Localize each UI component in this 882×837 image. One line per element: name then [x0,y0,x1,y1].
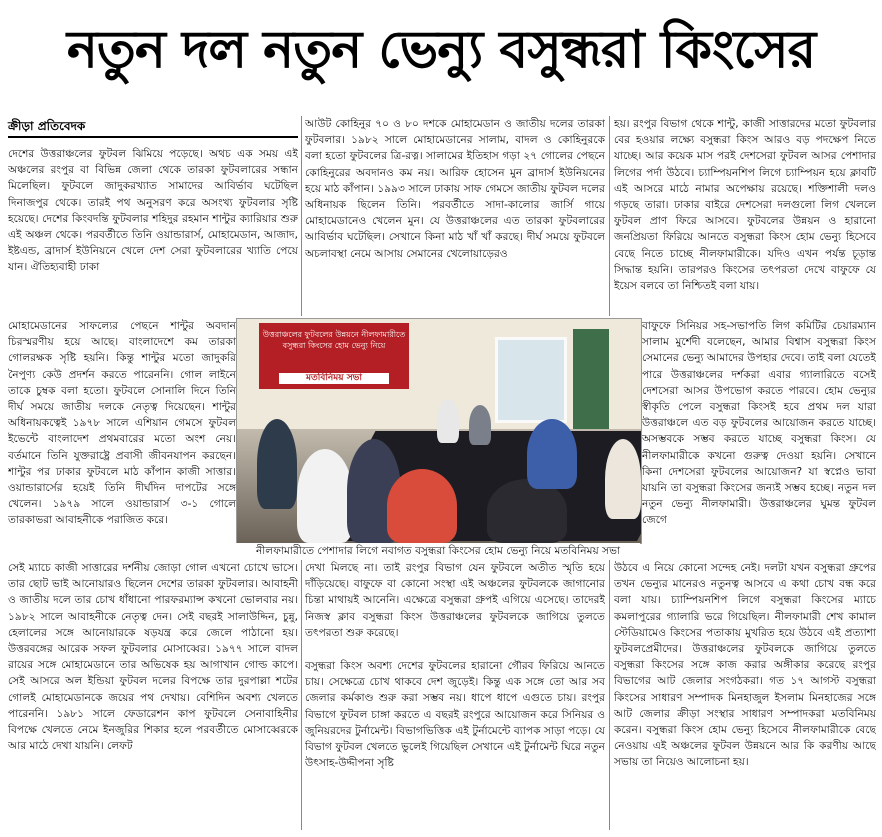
article-text-col3-middle: বাফুফে সিনিয়র সহ-সভাপতি লিগ কমিটির চেয়ারম্যান সালাম মুর্শেদী বলেছেন, আমার বিশ্বাস বসুন্ধরা কিংস সেমানের ভেন্যু আমাদের উপহার দেবে। তাই বলা যেতেই পারে উত্তরাঞ্চলের দর্শকরা এবার গ্যালারিতে বসেই দেশসেরা আসর উপভোগ করতে পারবে। হোম ভেন্যুর স্বীকৃতি পেলে বসুন্ধরা কিংসই হবে প্রথম দল যারা উত্তরাঞ্চলে এত বড় ফুটবলের আয়োজন করতে যাচ্ছে। অসম্ভবকে সম্ভব করতে যাচ্ছে বসুন্ধরা কিংস। যে নীলফামারীকে কখনো গুরুত্ব দেওয়া হয়নি। সেখানে কিনা দেশসেরা ফুটবলের আয়োজন? যা স্বপ্নেও ভাবা যায়নি তা বসুন্ধরা কিংসের জন্যই সম্ভব হচ্ছে। নতুন দল নতুন ভেন্যু নীলফামারী। উত্তরাঞ্চলের ঘুমন্ত ফুটবল জেগে [642,320,876,527]
column-divider [609,560,610,830]
article-text-col1-middle: মোহামেডানের সাফল্যের পেছনে শান্টুর অবদান চিরস্মরণীয় হয়ে আছে। বাংলাদেশে কম তারকা গোলরক্ষক সৃষ্টি হয়নি। কিন্তু শান্টুর মতো জাদুকরি নৈপুণ্য কেউ প্রদর্শন করতে পারেননি। গোল লাইনে তাকে চুম্বক বলা হতো। ফুটবলে সোনালি দিনে তিনি দীর্ঘ সময়ে জাতীয় দলকে নেতৃত্ব দিয়েছেন। শান্টুর অধিনায়কত্বেই ১৯৭৮ সালে এশিয়ান গেমসে ফুটবল ইভেন্টে বাংলাদেশ প্রথমবারের মতো অংশ নেয়। বর্তমানে তিনি যুক্তরাষ্ট্রে প্রবাসী জীবনযাপন করছেন। শান্টুর পর ঢাকার ফুটবলে মাঠ কাঁপান কাজী সাত্তার। ওয়ান্ডারার্সের হয়েই তিনি দীর্ঘদিন দাপটের সঙ্গে খেলেন। ১৯৭৯ সালে ওয়ান্ডারার্স ৩-১ গোলে তারকাভরা আবাহনীকে পরাজিত করে। [8,320,236,527]
person-figure [527,419,577,489]
photo-banner-label: মতবিনিময় সভা [279,373,389,384]
headline: নতুন দল নতুন ভেন্যু বসুন্ধরা কিংসের [66,20,816,80]
person-figure [469,405,491,445]
column-divider [301,560,302,830]
article-text-col2-top: আউট কোহিনুর ৭০ ও ৮০ দশকে মোহামেডান ও জাতীয় দলের তারকা ফুটবলার। ১৯৮২ সালে মোহামেডানের সালাম, বাদল ও কোহিনুরকে বলা হতো ফুটবলের ত্রি-রত্ন। সালামের ইতিহাস গড়া ২৭ গোলের পেছনে কোহিনুরের অবদানও কম নয়। আরিফ হোসেন মুন ব্রাদার্স ইউনিয়নের হয়ে মাঠ কাঁপান। ১৯৯৩ সালে ঢাকায় সাফ গেমসে জাতীয় ফুটবল দলের অধিনায়ক ছিলেন তিনি। পরবর্তীতে সাদা-কালোর জার্সি গায়ে মোহামেডানেও খেলেন মুন। যে উত্তরাঞ্চলের এত তারকা ফুটবলারের আবির্ভাব ঘটেছিল। সেখানে কিনা মাঠ খাঁ খাঁ করছে। দীর্ঘ সময়ে ফুটবলে অচলাবস্থা নেমে আসায় সেমানের খেলোয়াড়েরও [305,118,605,260]
column-divider [609,116,610,316]
photo-banner-text: উত্তরাঞ্চলের ফুটবলের উন্নয়নে নীলফামারীতে বসুন্ধরা কিংসের হোম ভেন্যু নিয়ে [262,330,406,350]
article-text-col3-top: হয়। রংপুর বিভাগ থেকে শান্টু, কাজী সাত্তারদের মতো ফুটবলার বের হওয়ার লক্ষ্যে বসুন্ধরা কিংস আরও বড় পদক্ষেপ নিতে যাচ্ছে। আর কয়েক মাস পরই দেশসেরা ফুটবল আসর পেশাদার লিগের পর্দা উঠবে। চ্যাম্পিয়নশিপ লিগে চ্যাম্পিয়ন হয়ে ক্লাবটি এই আসরে মাঠে নামার অপেক্ষায় রয়েছে। শক্তিশালী দলও গড়ছে তারা। ঢাকার বাইরে দেশসেরা দলগুলো লিগ খেললে ফুটবল প্রাণ ফিরে আসবে। ফুটবলের উন্নয়ন ও হারানো জনপ্রিয়তা ফিরিয়ে আনতে বসুন্ধরা কিংস হোম ভেন্যু হিসেবে বেছে নিতে চাচ্ছে নীলফামারীকে। যদিও এখন পর্যন্ত চূড়ান্ত সিদ্ধান্ত হয়নি। তারপরও কিংসের তৎপরতা দেখে বাফুফে যে ইয়েস বলবে তা নিশ্চিতই বলা যায়। [614,118,876,293]
column-divider [301,116,302,316]
meeting-photo [236,318,642,544]
person-figure [605,439,641,519]
byline-rule [8,136,298,138]
photo-banner [259,323,409,389]
article-text-col1-bottom: সেই ম্যাচে কাজী সাত্তারের দর্শনীয় জোড়া গোল এখনো চোখে ভাসে। তার ছোট ভাই আনোয়ারও ছিলেন দেশের তারকা ফুটবলার। আবাহনী ও জাতীয় দলে তার চোখ ধাঁধানো পারফরম্যান্স কখনো ভোলবার নয়। ১৯৮২ সালে আবাহনীকে নেতৃত্ব দেন। সেই বছরই সালাউদ্দিন, চুন্নু, হেলালের সঙ্গে আনোয়ারকে ষড়যন্ত্র করে জেলে পাঠানো হয়। উত্তরবঙ্গের আরেক সফল ফুটবলার মোসাব্বের। ১৯৭৭ সালে বাদল রায়ের সঙ্গে মোহামেডানে তার অভিষেক হয় আগাখান গোল্ড কাপে। সেই আসরে অল ইন্ডিয়া ফুটবল দলের বিপক্ষে তার দুরপাল্লা শটের গোলই মোহামেডানকে জয়ের পথ দেখায়। বেশিদিন অবশ্য খেলতে পারেননি। ১৯৮১ সালে ফেডারেশন কাপ ফুটবলে সেনাবাহিনীর বিপক্ষে খেলতে নেমে ইনজুরির শিকার হলে পরবর্তীতে মোসাব্বেরকে আর মাঠে দেখা যায়নি। লেফট [8,562,298,753]
person-figure [257,419,297,509]
article-text-col3-bottom: উঠবে এ নিয়ে কোনো সন্দেহ নেই। দলটা যখন বসুন্ধরা গ্রুপের তখন ভেন্যুর মানেরও নতুনত্ব আসবে এ কথা চোখ বন্ধ করে বলা যায়। চ্যাম্পিয়নশিপ লিগে বসুন্ধরা কিংসের ম্যাচে কমলাপুরের গ্যালারি ভরে গিয়েছিল। নীলফামারী শেখ কামাল স্টেডিয়ামেও কিংসের পতাকায় মুখরিত হয়ে উঠবে এই প্রত্যাশা ফুটবলপ্রেমীদের। উত্তরাঞ্চলের ফুটবলকে জাগিয়ে তুলতে বসুন্ধরা কিংসের সঙ্গে কাজ করার অঙ্গীকার করেছে রংপুর বিভাগের আট জেলার সংগঠকরা। গত ১৭ আগস্ট বসুন্ধরা কিংসের সাধারণ সম্পাদক মিনহাজুল ইসলাম মিনহাজের সঙ্গে আট জেলার ক্রীড়া সংস্থার সাধারণ সম্পাদকরা মতবিনিময় করেন। বসুন্ধরা কিংস হোম ভেন্যু হিসেবে নীলফামারীকে বেছে নেওয়ায় এই অঞ্চলের ফুটবল উন্নয়নে আর কি করণীয় আছে সভায় তা নিয়েও আলোচনা হয়। [614,562,876,769]
photo-window [495,337,567,423]
person-figure [297,449,353,543]
article-text-col1-top: দেশের উত্তরাঞ্চলের ফুটবল ঝিমিয়ে পড়েছে। অথচ এক সময় এই অঞ্চলের রংপুর বা বিভিন্ন জেলা থেকে তারকা ফুটবলারের সন্ধান মিলেছিল। ফুটবলে জাদুকরখ্যাত সামাদের আবির্ভাব ঘটেছিল দিনাজপুর থেকে। তারই পথ অনুসরণ করে অসংখ্য ফুটবলার সৃষ্টি হয়েছে। দেশের কিংবদন্তি ফুটবলার শহিদুর রহমান শান্টুর ক্যারিয়ার শুরু এই অঞ্চল থেকে। পরবর্তীতে তিনি ওয়ান্ডারার্স, মোহামেডান, আজাদ, ইষ্টএন্ড, ব্রাদার্স ইউনিয়নে খেলে দেশ সেরা ফুটবলারের খ্যাতি পেয়ে যান। ঐতিহ্যবাহী ঢাকা [8,148,298,274]
byline: ক্রীড়া প্রতিবেদক [8,119,86,133]
photo-curtain [573,329,609,429]
person-figure [387,469,457,543]
article-text-col2-continued: বসুন্ধরা কিংস অবশ্য দেশের ফুটবলের হারানো গৌরব ফিরিয়ে আনতে চায়। সেক্ষেত্রে চোখ থাকবে দেশ জুড়েই। কিন্তু এক সঙ্গে তো আর সব জেলার কর্মকাণ্ড শুরু করা সম্ভব নয়। ধাপে ধাপে এগুতে চায়। রংপুর বিভাগে ফুটবল চাঙ্গা করতে এ বছরই রংপুরে আয়োজন করে সিনিয়র ও জুনিয়রদের টুর্নামেন্ট। বিভাগভিত্তিক এই টুর্নামেন্টে ব্যাপক সাড়া পড়ে। যে বিভাগ ফুটবল খেলতে ভুলেই গিয়েছিল সেখানে এই টুর্নামেন্ট ঘিরে নতুন উৎসাহ-উদ্দীপনা সৃষ্টি [305,660,605,770]
article-text-col2-bottom: দেখা মিলছে না। তাই রংপুর বিভাগ যেন ফুটবলে অতীত স্মৃতি হয়ে দাঁড়িয়েছে। বাফুফে বা কোনো সংস্থা এই অঞ্চলের ফুটবলকে জাগানোর চিন্তা মাথায়ই আনেনি। এক্ষেত্রে বসুন্ধরা গ্রুপই এগিয়ে এসেছে। তাদেরই নিজস্ব ক্লাব বসুন্ধরা কিংস উত্তরাঞ্চলের ফুটবলকে জাগিয়ে তুলতে তৎপরতা শুরু করেছে। [305,562,605,639]
person-figure [437,399,459,443]
photo-caption: নীলফামারীতে পেশাদার লিগে নবাগত বসুন্ধরা কিংসের হোম ভেন্যু নিয়ে মতবিনিময় সভা [236,543,640,559]
